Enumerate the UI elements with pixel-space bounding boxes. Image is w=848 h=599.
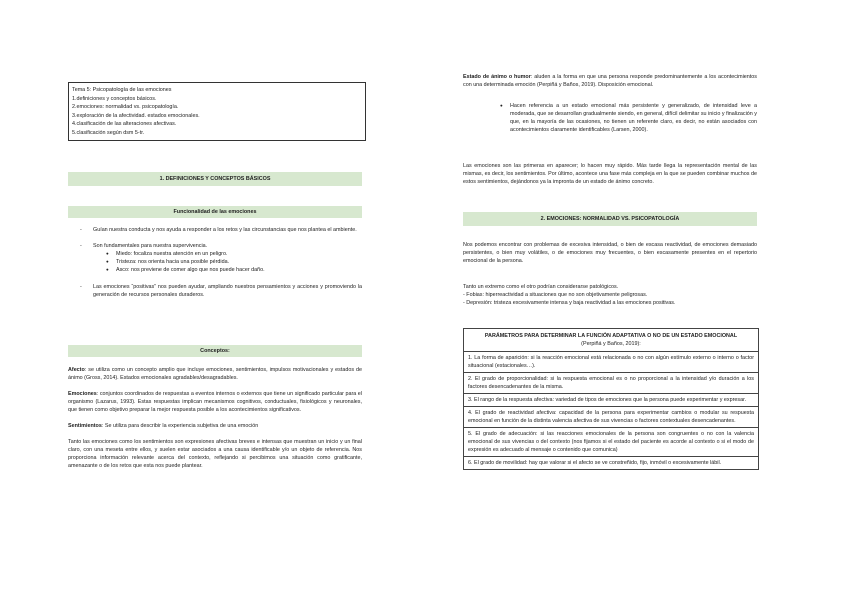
paragraph: - Fobias: hiperreactividad a situaciones que no son objetivamente peligrosas. bbox=[463, 292, 648, 298]
paragraph: Tanto un extremo como el otro podrían considerarse patológicos. bbox=[463, 284, 619, 290]
table-row: 3. El rango de la respuesta afectiva: variedad de tipos de emociones que la persona puede experimentar y expresar. bbox=[464, 393, 758, 406]
list-item: ● Hacen referencia a un estado emocional más persistente y generalizado, de intensidad leve a moderada, que se desarrollan gradualmente siendo, en general, difícil delimitar su inicio y finalización y que, en la mayoría de las ocasiones, no tienen un referente claro, es decir, no están asociados con acontecimientos claramente identificables (Larsen, 2000). bbox=[500, 102, 757, 134]
toc-item: 3.exploración de la afectividad. estados emocionales. bbox=[72, 112, 200, 119]
table-row: 4. El grado de reactividad afectiva: capacidad de la persona para experimentar cambios o modular su respuesta emocional en función de la distinta valencia afectiva de sus vivencias o factores contextuales desencadenantes. bbox=[464, 406, 758, 427]
table-row: 2. El grado de proporcionalidad: si la respuesta emocional es o no proporcional a la intensidad y/o duración a los factores desencadenantes de la misma. bbox=[464, 372, 758, 393]
term: Sentimientos bbox=[68, 423, 102, 429]
table-of-contents bbox=[68, 82, 366, 141]
table-header bbox=[464, 329, 758, 351]
list-item: - Son fundamentales para nuestra supervivencia. bbox=[80, 242, 362, 250]
section-heading-2: 2. EMOCIONES: NORMALIDAD VS. PSICOPATOLOGÍA bbox=[463, 212, 757, 226]
toc-item: 2.emociones: normalidad vs. psicopatología. bbox=[72, 104, 179, 110]
estado-animo-bullet bbox=[500, 102, 757, 134]
table-row: 1. La forma de aparición: si la reacción emocional está relacionada o no con algún estímulo externo o interno o factor situacional (estacionales…). bbox=[464, 351, 758, 372]
sentimientos-paragraph bbox=[68, 422, 362, 430]
subheading-conceptos: Conceptos: bbox=[68, 345, 362, 357]
term: Estado de ánimo o humor bbox=[463, 74, 531, 80]
section-heading-1: 1. DEFINICIONES Y CONCEPTOS BÁSICOS bbox=[68, 172, 362, 186]
afecto-paragraph bbox=[68, 366, 362, 382]
subheading-funcionalidad: Funcionalidad de las emociones bbox=[68, 206, 362, 218]
conceptos-body bbox=[68, 366, 362, 470]
table-title: PARÁMETROS PARA DETERMINAR LA FUNCIÓN ADAPTATIVA O NO DE UN ESTADO EMOCIONAL bbox=[484, 333, 738, 339]
definition: : aluden a la forma en que una persona responde predominantemente a los acontecimientos con una determinada emoción (Perpiñá y Baños, 2019). Disposición emocional. bbox=[463, 74, 757, 88]
definition: : Se utiliza para describir la experiencia subjetiva de una emoción bbox=[101, 423, 259, 429]
closing-paragraph: Tanto las emociones como los sentimientos son expresiones afectivas breves e intensas que muestran un inicio y un final claro, con una meseta entre ellos, y suelen estar asociados a una causa identificable y/o un objeto de referencia. Nos proporciona información relevante acerca del contexto, reflejando si percibimos una situación como gratificante, amenazante o de los retos que esta nos puede plantear. bbox=[68, 439, 362, 469]
list-item: - Las emociones “positivas” nos pueden ayudar, ampliando nuestros pensamientos y acciones y promoviendo la generación de recursos personales duraderos. bbox=[80, 283, 362, 299]
estado-animo-paragraph bbox=[463, 73, 757, 89]
toc-item: 5.clasificación según dsm 5-tr. bbox=[72, 129, 145, 136]
paragraph: - Depresión: tristeza excesivamente intensa y baja reactividad a las emociones positivas. bbox=[463, 300, 676, 306]
table-row: 5. El grado de adecuación: si las reacciones emocionales de la persona son congruentes o no con la valencia emocional de sus vivencias o del contexto (nos fijamos si el estado del paciente es acorde al contexto o si el modo de expresión es adecuado al mensaje o contenido que comunica) bbox=[464, 427, 758, 456]
list-item: - Guían nuestra conducta y nos ayuda a responder a los retos y las circunstancias que nos plantea el ambiente. bbox=[80, 226, 362, 234]
term: Emociones bbox=[68, 391, 97, 397]
parametros-table bbox=[463, 328, 759, 470]
emociones-orden-paragraph: Las emociones son las primeras en aparecer; lo hacen muy rápido. Más tarde llega la representación mental de las mismas, es decir, los sentimientos. Por último, acontece una fase más compleja en la que se pueden combinar muchos de estos sentimientos, dejándonos ya la impronta de un estado de ánimo concreto. bbox=[463, 163, 757, 185]
patologicos-block bbox=[463, 283, 757, 307]
funcionalidad-list bbox=[80, 226, 362, 299]
definition: : se utiliza como un concepto amplio que incluye emociones, sentimientos, impulsos motivacionales y estados de ánimo (Gross, 2014). Estados emocionales agradables/desagradables. bbox=[68, 367, 362, 381]
normalidad-paragraph: Nos podemos encontrar con problemas de excesiva intensidad, o bien de escasa reactividad, de emociones demasiado persistentes, o bien muy volátiles, o de emociones muy frecuentes, o bien escasamente presentes en el repertorio emocional de la persona. bbox=[463, 242, 757, 264]
emociones-paragraph bbox=[68, 390, 362, 414]
term: Afecto bbox=[68, 367, 85, 373]
table-row: 6. El grado de movilidad: hay que valorar si el afecto se ve constreñido, fijo, inmóvil o excesivamente lábil. bbox=[464, 456, 758, 469]
list-item: ● Asco: nos previene de comer algo que nos puede hacer daño. bbox=[106, 266, 362, 274]
definition: : conjuntos coordinados de respuestas a eventos internos o externos que tiene un significado particular para el organismo (Lazarus, 1993). Estas respuestas implican mecanismos cognitivos, conductuales, fisiológicos y neuronales, que tienen como objetivo preparar la mejor respuesta posible a los acontecimientos significativos. bbox=[68, 391, 362, 413]
list-item: ● Tristeza: nos orienta hacia una posible pérdida. bbox=[106, 258, 362, 266]
table-source: (Perpiñá y Baños, 2019): bbox=[581, 341, 641, 347]
toc-title: Tema 5: Psicopatología de las emociones bbox=[72, 87, 172, 93]
list-item: ● Miedo: focaliza nuestra atención en un peligro. bbox=[106, 250, 362, 258]
toc-item: 1.definiciones y conceptos básicos. bbox=[72, 95, 157, 102]
toc-item: 4.clasificación de las alteraciones afectivas. bbox=[72, 121, 177, 127]
